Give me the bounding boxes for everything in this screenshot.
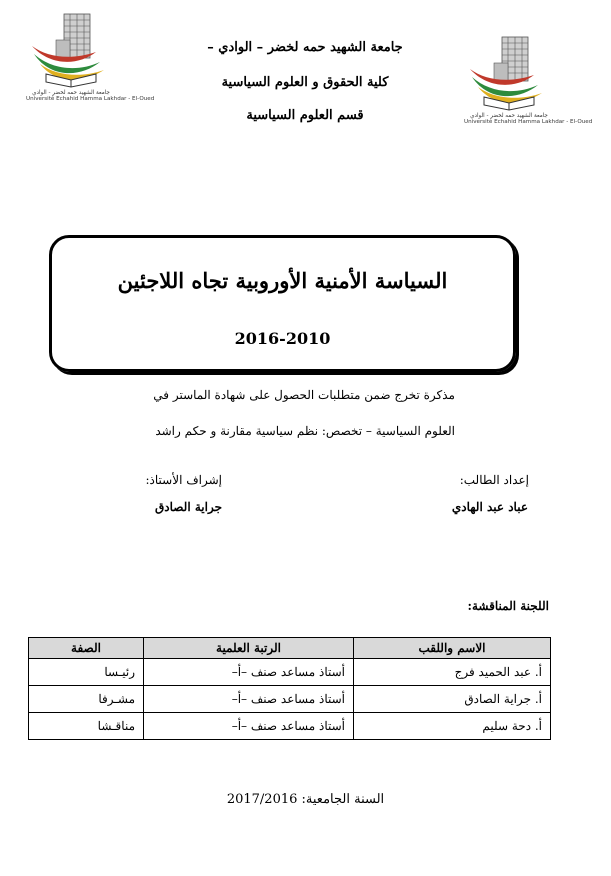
faculty-name: كلية الحقوق و العلوم السياسية (221, 75, 389, 90)
table-row (29, 659, 551, 686)
university-building-icon (464, 33, 554, 113)
student-name: عباد عبد الهادي (451, 500, 528, 514)
jury-member-name: أ. عبد الحميد فرج (354, 659, 551, 686)
table-row (29, 713, 551, 740)
column-header-name: الاسم واللقب (354, 638, 551, 659)
jury-member-role: رئيـسا (29, 659, 144, 686)
thesis-description-line2: العلوم السياسية – تخصص: نظم سياسية مقارنة و حكم راشد (155, 424, 455, 438)
title-box (49, 235, 516, 372)
logo-caption-fr: Université Echahid Hamma Lakhdar - El-Oued (26, 96, 155, 102)
jury-member-role: مناقـشا (29, 713, 144, 740)
supervisor-label: إشراف الأستاذ: (145, 473, 222, 487)
jury-member-role: مشـرفا (29, 686, 144, 713)
supervisor-name: جراية الصادق (154, 500, 222, 514)
jury-member-rank: أستاذ مساعد صنف –أ– (144, 659, 354, 686)
thesis-description-line1: مذكرة تخرج ضمن متطلبات الحصول على شهادة الماستر في (153, 388, 455, 402)
thesis-title: السياسة الأمنية الأوروبية تجاه اللاجئين (117, 268, 448, 293)
jury-member-rank: أستاذ مساعد صنف –أ– (144, 713, 354, 740)
column-header-role: الصفة (29, 638, 144, 659)
academic-year (0, 792, 611, 808)
student-label: إعداد الطالب: (459, 473, 529, 487)
logo-caption-ar: جامعة الشهيد حمه لخضر - الوادي (32, 90, 110, 96)
thesis-period: 2016-2010 (234, 329, 331, 348)
logo-caption-fr: Université Echahid Hamma Lakhdar - El-Oued (464, 119, 593, 125)
logo-caption-ar: جامعة الشهيد حمه لخضر - الوادي (470, 113, 548, 119)
university-building-icon (26, 10, 116, 90)
academic-year-label: السنة الجامعية: (301, 792, 385, 807)
table-row (29, 686, 551, 713)
university-name: جامعة الشهيد حمه لخضر – الوادي – (207, 40, 403, 55)
jury-member-name: أ. جراية الصادق (354, 686, 551, 713)
academic-year-value: 2017/2016 (226, 792, 298, 807)
jury-member-rank: أستاذ مساعد صنف –أ– (144, 686, 354, 713)
university-logo-right (464, 33, 593, 125)
column-header-rank: الرتبة العلمية (144, 638, 354, 659)
jury-member-name: أ. دحة سليم (354, 713, 551, 740)
jury-table (28, 637, 551, 740)
university-logo-left (26, 10, 155, 102)
department-name: قسم العلوم السياسية (246, 108, 364, 123)
jury-heading: اللجنة المناقشة: (467, 599, 549, 613)
jury-table-header (29, 638, 551, 659)
